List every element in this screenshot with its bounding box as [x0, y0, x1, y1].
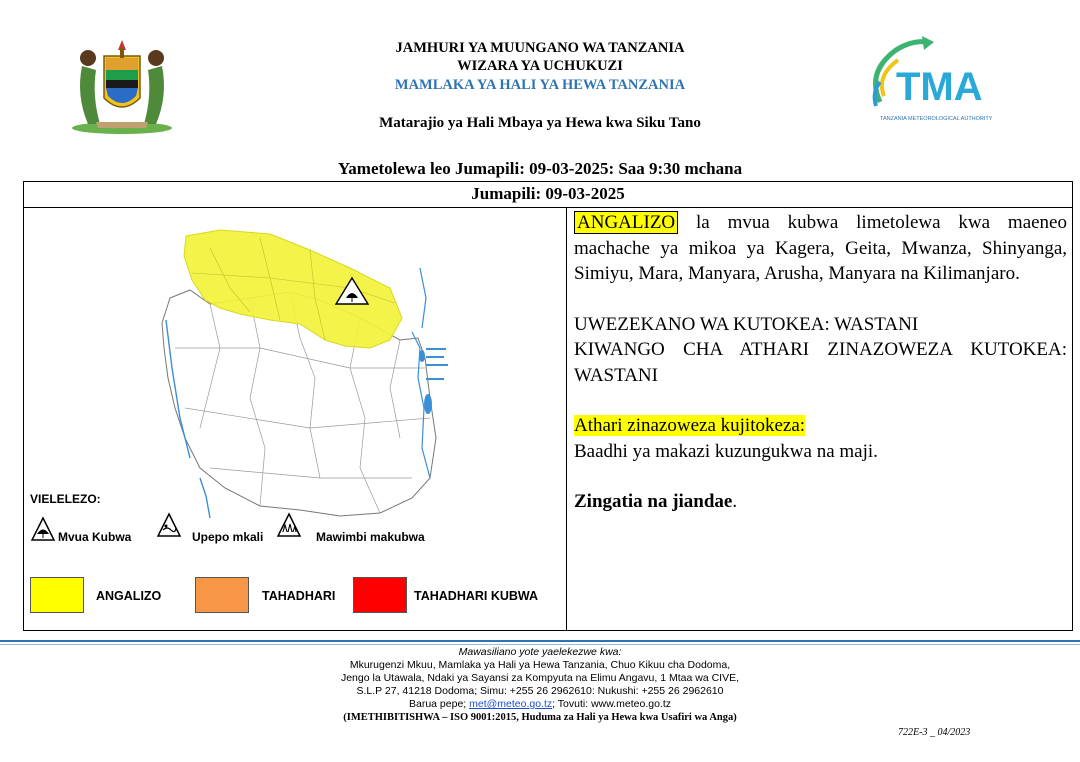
strong-wind-warning-icon	[156, 512, 182, 538]
authority-title: MAMLAKA YA HALI YA HEWA TANZANIA	[394, 77, 686, 93]
footer-contact-heading: Mawasiliano yote yaelekezwe kwa:	[458, 646, 622, 658]
legend-heavy-rain-label: Mvua Kubwa	[58, 530, 132, 544]
heavy-rain-warning-icon	[30, 516, 56, 542]
tanzania-warning-map	[150, 228, 470, 524]
legend-swatch-tahadhari	[195, 577, 249, 613]
impacts-text: Baadhi ya makazi kuzungukwa na maji.	[574, 440, 878, 462]
footer-phone: S.L.P 27, 41218 Dodoma; Simu: +255 26 2962610: Nukushi: +255 26 2962610	[356, 685, 724, 697]
tma-logo	[862, 32, 1010, 128]
legend-label-tahadhari: TAHADHARI	[262, 589, 336, 603]
ministry-title: WIZARA YA UCHUKUZI	[457, 58, 623, 74]
footer-email-web	[240, 698, 840, 712]
republic-title: JAMHURI YA MUUNGANO WA TANZANIA	[395, 40, 685, 56]
large-waves-warning-icon	[276, 512, 302, 538]
legend-swatch-angalizo	[30, 577, 84, 613]
footer-address-1: Mkurugenzi Mkuu, Mamlaka ya Hali ya Hewa Tanzania, Chuo Kikuu cha Dodoma,	[349, 659, 731, 671]
legend-strong-wind-label: Upepo mkali	[192, 530, 264, 544]
document-code: 722E-3 _ 04/2023	[898, 727, 971, 738]
footer-web: ; Tovuti: www.meteo.go.tz	[552, 698, 672, 710]
warning-paragraph	[574, 210, 1067, 287]
advice: Zingatia na jiandae	[574, 491, 733, 512]
legend-label-angalizo: ANGALIZO	[96, 589, 162, 603]
tma-logo-text: TMA	[896, 65, 983, 109]
issued-timestamp: Yametolewa leo Jumapili: 09-03-2025: Saa 9:30 mchana	[337, 159, 743, 178]
footer-rule-thin	[0, 644, 1080, 645]
legend-large-waves-label: Mawimbi makubwa	[316, 530, 425, 544]
advice-end: .	[732, 491, 738, 512]
impact-level: KIWANGO CHA ATHARI ZINAZOWEZA KUTOKEA: WASTANI	[574, 339, 1067, 386]
tma-logo-subtext: TANZANIA METEOROLOGICAL AUTHORITY	[880, 116, 993, 122]
warning-details	[574, 210, 1067, 515]
legend-large-waves-icon	[276, 512, 302, 543]
legend-title: VIELELEZO:	[30, 492, 101, 506]
legend-strong-wind-icon	[156, 512, 182, 543]
footer-rule	[0, 640, 1080, 642]
forecast-title: Matarajio ya Hali Mbaya ya Hewa kwa Siku Tano	[379, 115, 701, 131]
forecast-day-header: Jumapili: 09-03-2025	[23, 181, 1073, 208]
warning-text: la mvua kubwa limetolewa kwa maeneo machache ya mikoa ya Kagera, Geita, Mwanza, Shinyanga, Simiyu, Mara, Manyara, Arusha, Manyara na Kilimanjaro.	[574, 212, 1067, 284]
footer-email-prefix: Barua pepe;	[408, 698, 470, 710]
warning-keyword: ANGALIZO	[574, 211, 678, 234]
legend-label-tahadhari-kubwa: TAHADHARI KUBWA	[414, 589, 539, 603]
impacts-heading: Athari zinazoweza kujitokeza:	[574, 415, 806, 436]
footer-address-2: Jengo la Utawala, Ndaki ya Sayansi za Kompyuta na Elimu Angavu, 1 Mtaa wa CIVE,	[340, 672, 740, 684]
legend-heavy-rain-icon	[30, 516, 56, 547]
legend-swatch-tahadhari-kubwa	[353, 577, 407, 613]
likelihood: UWEZEKANO WA KUTOKEA: WASTANI	[574, 313, 919, 335]
tanzania-coat-of-arms	[66, 36, 178, 136]
column-divider	[566, 208, 567, 630]
footer-certification: (IMETHIBITISHWA – ISO 9001:2015, Huduma za Hali ya Hewa kwa Usafiri wa Anga)	[343, 712, 737, 723]
email-link[interactable]: met@meteo.go.tz	[469, 698, 553, 710]
